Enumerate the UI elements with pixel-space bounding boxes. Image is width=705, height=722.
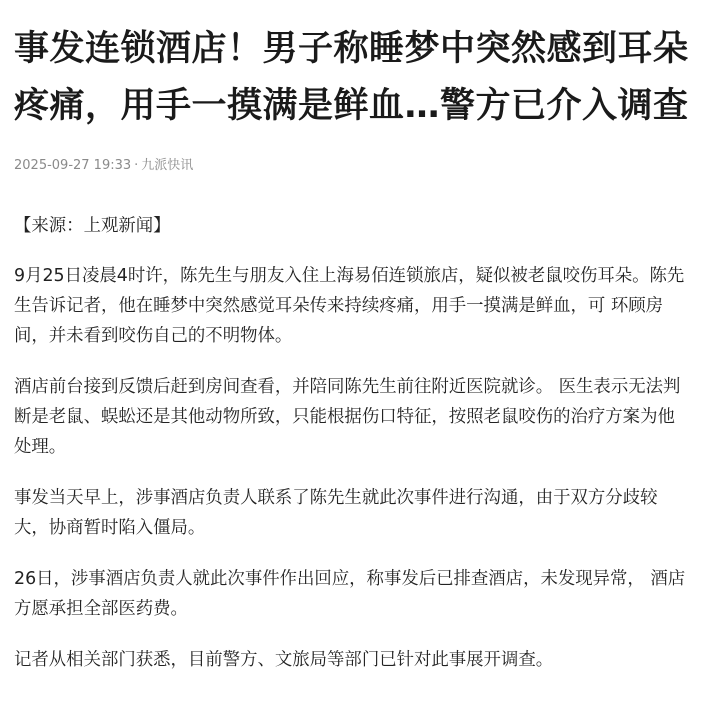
paragraph-1: 9月25日凌晨4时许，陈先生与朋友入住上海易佰连锁旅店，疑似被老鼠咬伤耳朵。陈先生告诉记者，他在睡梦中突然感觉耳朵传来持续疼痛，用手一摸满是鲜血，可 环顾房间，并未看到咬伤自己的不明物体。 bbox=[14, 266, 685, 346]
meta-separator: · bbox=[134, 158, 139, 173]
article-body bbox=[14, 211, 692, 675]
source-line: 【来源：上观新闻】 bbox=[14, 216, 171, 236]
paragraph-2: 酒店前台接到反馈后赶到房间查看，并陪同陈先生前往附近医院就诊。 医生表示无法判断是老鼠、蜈蚣还是其他动物所致，只能根据伤口特征，按照老鼠咬伤的治疗方案为他处理。 bbox=[14, 377, 681, 457]
article-title: 事发连锁酒店！男子称睡梦中突然感到耳朵疼痛，用手一摸满是鲜血…警方已介入调查 bbox=[14, 29, 689, 126]
author-name[interactable]: 九派快讯 bbox=[141, 158, 194, 173]
article bbox=[14, 0, 692, 696]
paragraph-5: 记者从相关部门获悉，目前警方、文旅局等部门已针对此事展开调查。 bbox=[14, 650, 554, 670]
paragraph-4: 26日，涉事酒店负责人就此次事件作出回应，称事发后已排查酒店，未发现异常， 酒店方愿承担全部医药费。 bbox=[14, 569, 686, 619]
paragraph-3: 事发当天早上，涉事酒店负责人联系了陈先生就此次事件进行沟通，由于双方分歧较大，协商暂时陷入僵局。 bbox=[14, 488, 658, 538]
article-meta bbox=[14, 157, 692, 175]
publish-datetime: 2025-09-27 19:33 bbox=[14, 158, 132, 173]
